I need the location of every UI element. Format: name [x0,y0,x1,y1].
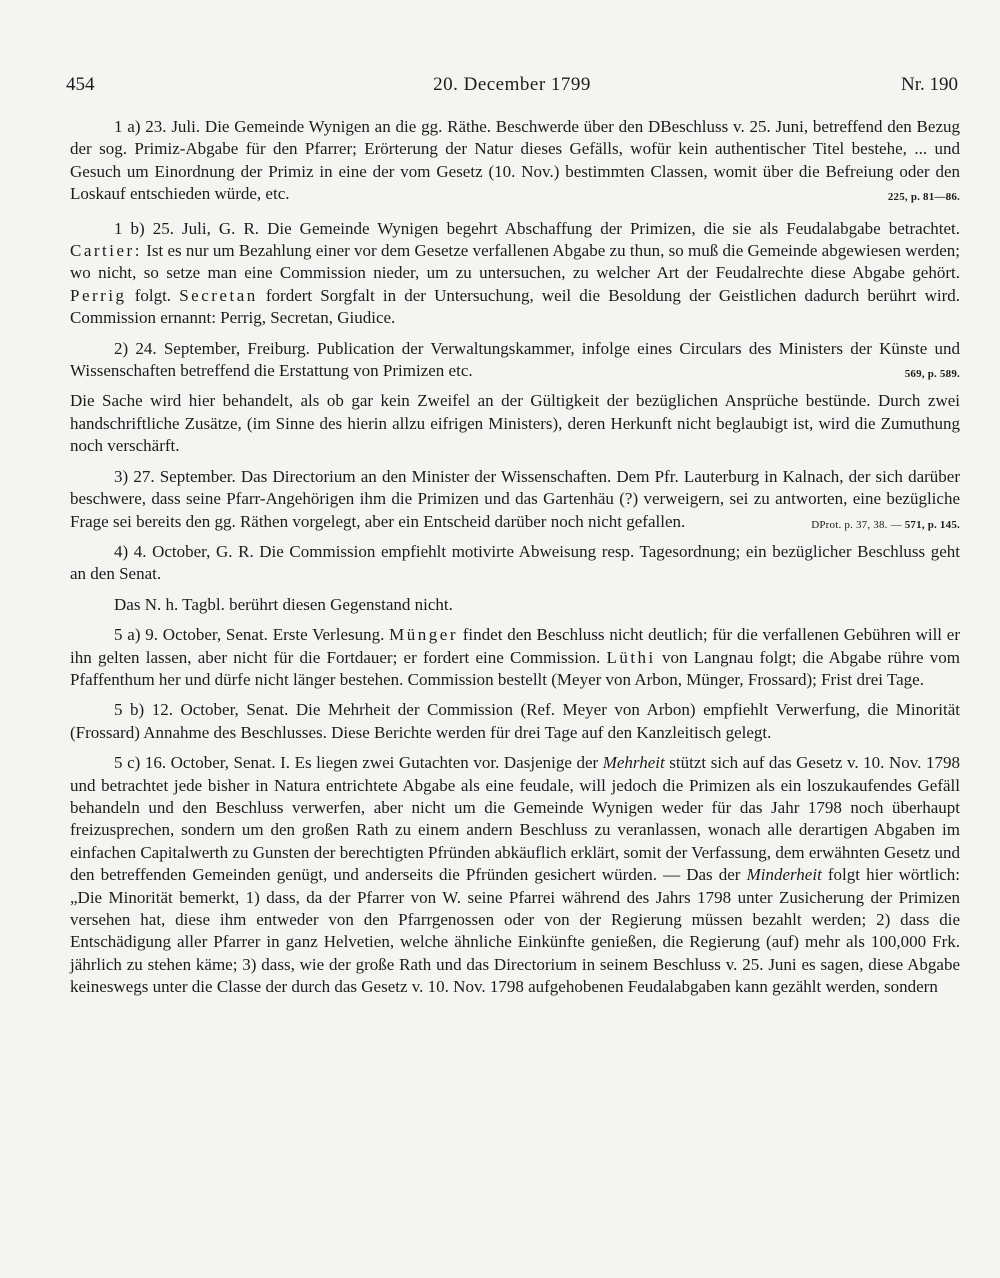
paragraph-text: 1 b) 25. Juli, G. R. Die Gemeinde Wynigen begehrt Abschaffung der Primizen, die sie als Feudalabgabe betrachtet. [114,218,960,238]
paragraph-text: Das N. h. Tagbl. berührt diesen Gegenstand nicht. [114,594,453,614]
paragraph-text: fordert Sorgfalt in der Untersuchung, weil die Besoldung der Geistlichen dadurch berührt wird. Commission ernannt: Perrig, Secretan, Giudice. [70,285,961,328]
source-reference-prefix: DProt. p. 37, 38. — [811,518,905,531]
paragraph-5b [70,699,960,744]
speaker-name: Lüthi [606,647,656,667]
speaker-name: Secretan [179,285,258,305]
paragraph-note [70,390,960,457]
paragraph-text: folgt hier wörtlich: „Die Minorität bemerkt, 1) dass, da der Pfarrer von W. seine Pfarrei während des Jahrs 1798 unter Zusicherung der Primizen versehen hat, diese ihm entweder von den Pfarrgenossen oder von der Regierung müssen bezahlt werden; 2) dass die Entschädigung aller Pfarrer in ganz Helvetien, welche ähnliche Einkünfte genießen, die Regierung (auf) mehr als 100,000 Frk. jährlich zu stehen käme; 3) dass, wie der große Rath und das Directorium in seinem Beschluss v. 25. Juni es sagen, diese Abgabe keineswegs unter die Classe der durch das Gesetz v. 10. Nov. 1798 aufgehobenen Feudalabgaben kann gezählt werden, sondern [70,865,960,997]
page-header [66,74,958,104]
source-reference: 569, p. 589. [904,368,960,381]
paragraph-text: Ist es nur um Bezahlung einer vor dem Gesetze verfallenen Abgabe zu thun, so muß die Gemeinde abgewiesen werden; wo nicht, so setze man eine Commission nieder, um zu untersuchen, zu welcher Art der Feudalrechte diese Abgabe gehört. [70,241,960,283]
paragraph-text: 1 a) 23. Juli. Die Gemeinde Wynigen an die gg. Räthe. Beschwerde über den DBeschluss v. 25. Juni, betreffend den Bezug der sog. Primiz-Abgabe für den Pfarrer; Erörterung der Natur dieses Gefälls, wofür kein authentischer Titel bestehe, ... und Gesuch um Einordnung der Primiz in eine der vom Gesetz (10. Nov.) bestimmten Classen, womit über die Befreiung oder den Loskauf entschieden würde, etc. [70,117,960,204]
source-reference [767,511,960,536]
paragraph-1a [70,116,960,206]
paragraph-5a [70,624,960,691]
paragraph-text: Die Sache wird hier behandelt, als ob gar kein Zweifel an der Gültigkeit der bezüglichen Ansprüche bestünde. Durch zwei handschriftliche Zusätze, (im Sinne des hierin allzu eifrigen Ministers), deren Herkunft nicht beglaubigt ist, wird die Zumuthung noch verschärft. [70,391,960,456]
paragraph-text: 5 b) 12. October, Senat. Die Mehrheit der Commission (Ref. Meyer von Arbon) empfiehlt Verwerfung, die Minorität (Frossard) Annahme des Beschlusses. Diese Berichte werden für drei Tage auf den Kanzleitisch gelegt. [70,700,960,742]
document-number: Nr. 190 [901,74,958,95]
paragraph-text: 4) 4. October, G. R. Die Commission empfiehlt motivirte Abweisung resp. Tagesordnung; ein bezüglicher Beschluss geht an den Senat. [70,541,960,584]
paragraph-text: findet den Beschluss nicht deutlich; für die verfallenen Gebühren will er ihn gelten lassen, aber nicht für die Fortdauer; er fordert eine Commission. [70,625,961,667]
source-reference: 225, p. 81—86. [887,191,960,204]
page-number: 454 [66,74,95,95]
paragraph-1b [70,218,960,330]
emphasis-text: Mehrheit [602,753,665,773]
paragraph-text: folgt. [126,285,172,305]
paragraph-text: 3) 27. September. Das Directorium an den Minister der Wissenschaften. Dem Pfr. Lauterburg in Kalnach, der sich darüber beschwere, dass seine Pfarr-Angehörigen ihm die Primizen und das Gartenhäu (?) verweigern, sei zu antworten, eine bezügliche Frage sei bereits den gg. Räthen vorgelegt, aber ein Entscheid darüber noch nicht gefallen. [70,466,960,531]
speaker-name: Münger [389,625,458,645]
paragraph-2 [70,338,960,383]
speaker-name: Cartier: [70,241,142,261]
paragraph-5c [70,752,960,998]
paragraph-4 [70,541,960,586]
emphasis-text: Minderheit [746,865,822,885]
source-reference-number: 571, p. 145. [904,518,960,531]
paragraph-3 [70,466,960,533]
paragraph-tagblatt-note [70,594,960,616]
paragraph-text: 2) 24. September, Freiburg. Publication der Verwaltungskammer, infolge eines Circulars des Ministers der Künste und Wissenschaften betreffend die Erstattung von Primizen etc. [70,338,960,381]
paragraph-text: stützt sich auf das Gesetz v. 10. Nov. 1798 und betrachtet jede bisher in Natura entrichtete Abgabe als eine feudale, will jedoch die Primizen als ein loszukaufendes Gefäll behandeln und den Beschluss verwerfen, aber nicht um die Gemeinde Wynigen weder für das Jahr 1798 noch überhaupt freizusprechen, sondern um den großen Rath zu einem andern Beschluss zu veranlassen, wonach alle derartigen Abgaben im einfachen Capitalwerth zu Gunsten der berechtigten Pfründen abkäuflich erklärt, somit der Verfassung, dem erwähnten Gesetz und den betreffenden Gemeinden genügt, und anderseits die Pfründen gesichert würden. — Das der [70,753,960,885]
paragraph-text: von Langnau folgt; die Abgabe rühre vom Pfaffenthum her und dürfe nicht länger bestehen. Commission bestellt (Meyer von Arbon, Münger, Frossard); Frist drei Tage. [70,647,960,689]
paragraph-text: 5 c) 16. October, Senat. I. Es liegen zwei Gutachten vor. Dasjenige der [114,753,603,773]
paragraph-text: 5 a) 9. October, Senat. Erste Verlesung. [114,625,385,645]
speaker-name: Perrig [70,285,127,305]
header-date: 20. December 1799 [433,74,591,95]
document-body [70,116,960,1007]
